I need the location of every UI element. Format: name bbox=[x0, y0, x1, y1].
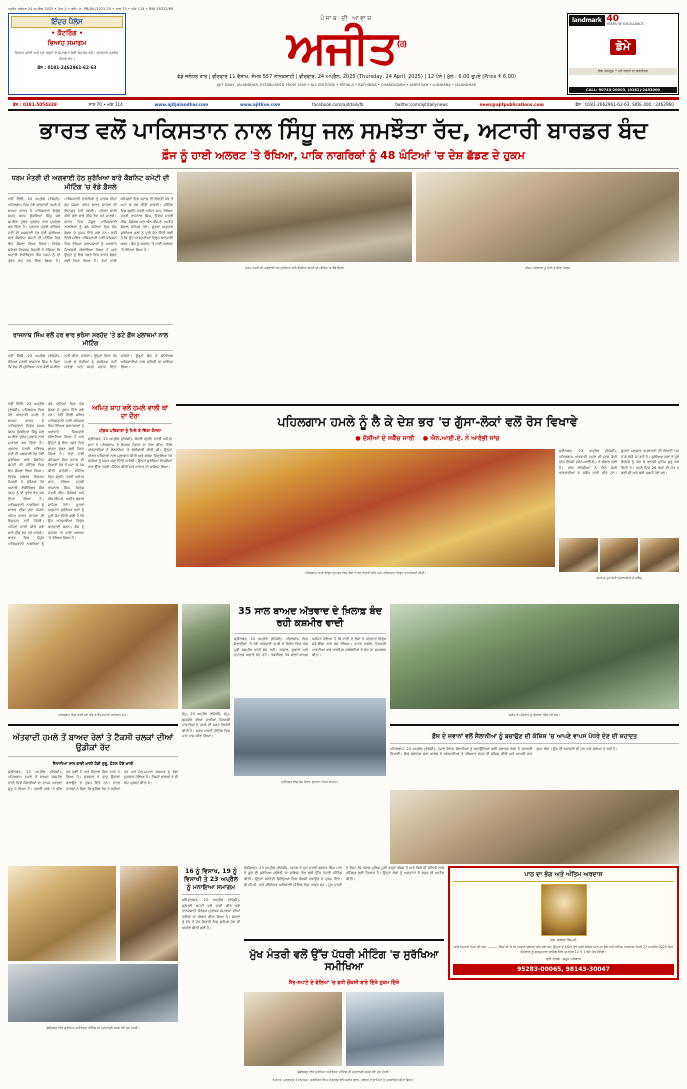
lead-subheadline: ਫ਼ੌਜ ਨੂੰ ਹਾਈ ਅਲਰਟ 'ਤੇ ਰੱਖਿਆ, ਪਾਕਿ ਨਾਗਰਿਕਾਂ ਨੂੰ 48 ਘੰਟਿਆਂ 'ਚ ਦੇਸ਼ ਛੱਡਣ ਦੇ ਹੁਕਮ bbox=[8, 148, 679, 169]
column-amitshah bbox=[88, 402, 172, 602]
religious-announcement-ad[interactable] bbox=[448, 866, 679, 981]
deceased-name: ਸ੍ਰ. ਗੁਰਦੇਵ ਸਿੰਘ ਜੀ bbox=[550, 937, 577, 942]
ad-header-row bbox=[569, 15, 677, 26]
column-army bbox=[390, 604, 679, 864]
advertiser-logo: landmark bbox=[569, 15, 605, 26]
srinagar-market-caption: ਸ੍ਰੀਨਗਰ ਵਿਚ ਬੰਦ ਦੌਰਾਨ ਸੁੰਨਸਾਨ ਪਿਆ ਬਾਜ਼ਾਰ। bbox=[281, 779, 339, 784]
masthead bbox=[8, 13, 679, 99]
masthead-editions: AJIT DAILY, JALANDHAR, ESTABLISHED FROM 1955 • ALL EDITIONS • PATIALA • BATHINDA • CHANDIGARH • AMRITSAR • LUDHIANA • JALANDHAR bbox=[216, 82, 477, 87]
ad-body-text: ਵਿਆਹ ਸ਼ਾਦੀ ਅਤੇ ਹਰ ਤਰ੍ਹਾਂ ਦੇ ਸਮਾਗਮਾਂ ਲਈ ਸੰਪਰਕ ਕਰੋ। ਸ਼ਾਨਦਾਰ ਪ੍ਰਬੰਧ, ਵਾਜਬ ਰੇਟ। bbox=[14, 51, 120, 61]
email-link[interactable]: news@ajitpublications.com bbox=[479, 102, 544, 107]
taxi-headline: ਅੱਤਵਾਦੀ ਹਮਲੇ ਤੋਂ ਬਾਅਦ ਰੇਲਾਂ ਤੇ ਟੈਕਸੀ ਚਲਕਾਂ ਦੀਆਂ ਉਡੀਕਾਂ ਰੱਦ bbox=[8, 731, 178, 757]
column-center-1 bbox=[177, 172, 412, 400]
webbar-phones: ਫ਼ੋਨ : 0181-2662961-62-63, SIDE 400 : 2462960 bbox=[575, 102, 674, 107]
masthead-right-ad[interactable] bbox=[567, 13, 679, 95]
protest-sub-right: ਐਨ.ਆਈ.ਏ. ਨੇ ਆਰੰਭੀ ਜਾਂਚ bbox=[430, 434, 500, 442]
divider-thick bbox=[244, 939, 444, 941]
women-photo-row bbox=[8, 866, 178, 961]
cm-meeting-photo-2 bbox=[346, 992, 444, 1066]
cm-dek: ਸੈਰ-ਸਪਾਟੇ ਦੇ ਵੇਲਿਆਂ 'ਚ ਵਧੀ ਚੌਕਸੀ ਬਾਰੇ ਦਿੱਤੇ ਹੁਕਮ ਦਿੱਤੇ bbox=[288, 979, 400, 986]
rajnath-story-body: ਨਵੀਂ ਦਿੱਲੀ, 23 ਅਪ੍ਰੈਲ (ਏਜੰਸੀ)- ਰੱਖਿਆ ਮੰਤਰੀ ਰਾਜਨਾਥ ਸਿੰਘ ਨੇ ਕਿਹਾ ਕਿ ਦੇਸ਼ ਦੀ ਸੁਰੱਖਿਆ ਨਾਲ ਕੋਈ ਸਮਝੌਤਾ ਨਹੀਂ ਕੀਤਾ ਜਾਵੇਗਾ। ਉਨ੍ਹਾਂ ਕਿਹਾ ਕਿ ਹਮਲੇ ਦੇ ਦੋਸ਼ੀਆਂ ਨੂੰ ਬਖ਼ਸ਼ਿਆ ਨਹੀਂ ਜਾਵੇਗਾ ਅਤੇ ਸਖ਼ਤ ਜਵਾਬ ਦਿੱਤਾ ਜਾਵੇਗਾ। ਉਨ੍ਹਾਂ ਫ਼ੌਜ ਦੇ ਸੀਨੀਅਰ ਅਧਿਕਾਰੀਆਂ ਨਾਲ ਸਥਿਤੀ ਦਾ ਜਾਇਜ਼ਾ ਲਿਆ। bbox=[8, 353, 173, 370]
ad-years-count bbox=[607, 15, 644, 26]
soldier-patrol-photo bbox=[182, 604, 230, 709]
srinagar-closed-market-photo bbox=[234, 698, 386, 776]
nia-col bbox=[559, 449, 679, 582]
webbar-volume: ਸਾਲ 70 • ਅੰਕ 114 bbox=[88, 102, 123, 107]
ad-contact-phone: CALL: 90743-20003, (0181)-2451000 bbox=[569, 87, 677, 93]
pahalgam-horses-caption: ਪਹਿਲਗਾਮ ਵਿਚ ਖ਼ਾਲੀ ਪਏ ਘੋੜੇ ਤੇ ਸੈਰ-ਸਪਾਟਾ ਕਾਰੋਬਾਰ ਠੱਪ। bbox=[58, 712, 128, 717]
taxi-body: ਸ੍ਰੀਨਗਰ, 23 ਅਪ੍ਰੈਲ (ਏਜੰਸੀ)- ਪਹਿਲਗਾਮ ਹਮਲੇ ਤੋਂ ਬਾਅਦ ਕਸ਼ਮੀਰ ਵਾਦੀ ਵਿਚੋਂ ਸੈਲਾਨੀਆਂ ਦਾ ਵਾਪਸ ਪਰਤਣਾ ਸ਼ੁਰੂ ਹੋ ਗਿਆ ਹੈ। ਹਵਾਈ ਅੱਡੇ 'ਤੇ ਭੀੜ ਵਧ ਗਈ ਹੈ ਅਤੇ ਕਿਰਾਏ ਵਿਚ ਵਾਧਾ ਹੋ ਗਿਆ ਹੈ। ਸਰਕਾਰ ਨੇ ਵਾਧੂ ਉਡਾਣਾਂ ਚਲਾਉਣ ਦੇ ਹੁਕਮ ਦਿੱਤੇ ਹਨ। ਹੋਟਲ ਮਾਲਕਾਂ ਨੇ ਕਿਹਾ ਕਿ ਬੁਕਿੰਗ ਰੱਦ ਹੋ ਰਹੀਆਂ ਹਨ ਅਤੇ ਸੈਰ-ਸਪਾਟਾ ਸਨਅਤ ਨੂੰ ਵੱਡਾ ਨੁਕਸਾਨ ਹੋਇਆ ਹੈ। ਟੈਕਸੀ ਚਾਲਕਾਂ ਨੇ ਵੀ ਰੋਸ ਪ੍ਰਗਟ ਕੀਤਾ ਹੈ। bbox=[8, 769, 178, 791]
content-row-1 bbox=[8, 172, 679, 400]
rajnath-story-headline: ਰਾਜਨਾਥ ਸਿੰਘ ਵਲੋਂ ਹਰ ਵਾਰ ਭਰੋਸਾ ਸਰਹੱਦ 'ਤੇ ਡਟੇ ਫ਼ੌਜ ਮੁਲਾਜ਼ਮਾਂ ਨਾਲ ਮੀਟਿੰਗ bbox=[8, 330, 173, 351]
cabinet-story-body: ਨਵੀਂ ਦਿੱਲੀ, 23 ਅਪ੍ਰੈਲ (ਏਜੰਸੀ)- ਪਹਿਲਗਾਮ ਵਿਚ ਹੋਏ ਅੱਤਵਾਦੀ ਹਮਲੇ ਤੋਂ ਬਾਅਦ ਭਾਰਤ ਨੇ ਪਾਕਿਸਤਾਨ ਵਿਰੁੱਧ ਸਖ਼ਤ ਕਦਮ ਚੁੱਕਦਿਆਂ ਸਿੰਧੂ ਜਲ ਸਮਝੌਤਾ ਤੁਰੰਤ ਪ੍ਰਭਾਵ ਨਾਲ ਮੁਅੱਤਲ ਕਰ ਦਿੱਤਾ ਹੈ। ਪ੍ਰਧਾਨ ਮੰਤਰੀ ਨਰਿੰਦਰ ਮੋਦੀ ਦੀ ਅਗਵਾਈ ਹੇਠ ਹੋਈ ਸੁਰੱਖਿਆ ਬਾਰੇ ਕੈਬਨਿਟ ਕਮੇਟੀ ਦੀ ਮੀਟਿੰਗ ਵਿਚ ਇਹ ਫ਼ੈਸਲਾ ਲਿਆ ਗਿਆ। ਵਿਦੇਸ਼ ਸਕੱਤਰ ਵਿਕਰਮ ਮਿਸਰੀ ਨੇ ਦੱਸਿਆ ਕਿ ਅਟਾਰੀ ਏਕੀਕ੍ਰਿਤ ਚੈੱਕ ਪੋਸਟ ਨੂੰ ਵੀ ਤੁਰੰਤ ਬੰਦ ਕਰ ਦਿੱਤਾ ਗਿਆ ਹੈ। ਪਾਕਿਸਤਾਨੀ ਨਾਗਰਿਕਾਂ ਨੂੰ ਸਾਰਕ ਵੀਜ਼ਾ ਛੋਟ ਯੋਜਨਾ ਤਹਿਤ ਭਾਰਤ ਯਾਤਰਾ ਦੀ ਇਜਾਜ਼ਤ ਨਹੀਂ ਹੋਵੇਗੀ। ਪਹਿਲਾਂ ਜਾਰੀ ਕੀਤੇ ਗਏ ਸਾਰੇ ਵੀਜ਼ੇ ਰੱਦ ਮੰਨੇ ਜਾਣਗੇ। ਭਾਰਤ ਵਿਚ ਮੌਜੂਦ ਪਾਕਿਸਤਾਨੀ ਨਾਗਰਿਕਾਂ ਨੂੰ 48 ਘੰਟਿਆਂ ਵਿਚ ਦੇਸ਼ ਛੱਡਣ ਦੇ ਹੁਕਮ ਦਿੱਤੇ ਗਏ ਹਨ। ਨਵੀਂ ਦਿੱਲੀ ਸਥਿਤ ਪਾਕਿਸਤਾਨੀ ਹਾਈ ਕਮਿਸ਼ਨ ਵਿਚ ਰੱਖਿਆ ਸਲਾਹਕਾਰਾਂ ਨੂੰ ਅਣਚਾਹੇ ਵਿਅਕਤੀ ਐਲਾਨਿਆ ਗਿਆ ਹੈ ਅਤੇ ਉਨ੍ਹਾਂ ਨੂੰ ਇਕ ਹਫ਼ਤੇ ਵਿਚ ਭਾਰਤ ਛੱਡਣ ਲਈ ਕਿਹਾ ਗਿਆ ਹੈ। ਦੋਵਾਂ ਹਾਈ ਕਮਿਸ਼ਨਾਂ ਵਿਚ ਸਟਾਫ਼ ਦੀ ਗਿਣਤੀ 55 ਤੋਂ ਘਟਾ ਕੇ 30 ਕੀਤੀ ਜਾਵੇਗੀ। ਮੀਟਿੰਗ ਵਿਚ ਗ੍ਰਹਿ ਮੰਤਰੀ ਅਮਿਤ ਸ਼ਾਹ, ਰੱਖਿਆ ਮੰਤਰੀ ਰਾਜਨਾਥ ਸਿੰਘ, ਵਿਦੇਸ਼ ਮੰਤਰੀ ਐੱਸ. ਜੈਸ਼ੰਕਰ ਅਤੇ ਐੱਨ.ਐੱਸ.ਏ. ਅਜੀਤ ਡੋਭਾਲ ਸ਼ਾਮਿਲ ਹੋਏ। ਸੂਤਰਾਂ ਅਨੁਸਾਰ ਸੁਰੱਖਿਆ ਬਲਾਂ ਨੂੰ ਪੂਰੀ ਛੋਟ ਦਿੱਤੀ ਗਈ ਹੈ ਕਿ ਉਹ ਅੱਤਵਾਦੀਆਂ ਵਿਰੁੱਧ ਕਾਰਵਾਈ ਕਰਨ। ਫ਼ੌਜ ਨੂੰ ਸਰਹੱਦ 'ਤੇ ਹਾਈ ਅਲਰਟ 'ਤੇ ਰੱਖਿਆ ਗਿਆ ਹੈ। bbox=[8, 197, 173, 263]
column-left-4 bbox=[8, 866, 178, 1076]
amitshah-headline: ਅਮਿਤ ਸ਼ਾਹ ਵਲੋਂ ਹਮਲੇ ਵਾਲੀ ਥਾਂ ਦਾ ਦੌਰਾ bbox=[88, 402, 172, 424]
women-event-photo-1 bbox=[8, 866, 116, 961]
cm-photo-row bbox=[244, 992, 444, 1066]
ad-years-caption: YEARS OF EXCELLENCE bbox=[606, 22, 644, 27]
masthead-title-text: ਅਜੀਤ bbox=[286, 20, 397, 74]
religious-ad-body: ਸਾਡੇ ਪਿਆਰੇ ਪਿਤਾ ਜੀ ਸ੍ਰ. ——— ਸਿੰਘ ਜੀ ਜੋ ਕਿ ਅਕਾਲ ਚਲਾਣਾ ਕਰ ਗਏ ਹਨ, ਉਨ੍ਹਾਂ ਦੇ ਨਮਿੱਤ ਰੱਖੇ ਸ੍ਰੀ ਸਹਿਜ ਪਾਠ ਦਾ ਭੋਗ ਅਤੇ ਅੰਤਿਮ ਅਰਦਾਸ ਮਿਤੀ 27 ਅਪ੍ਰੈਲ 2025 ਦਿਨ ਐਤਵਾਰ ਨੂੰ ਗੁਰਦੁਆਰਾ ਸਾਹਿਬ ਵਿਖੇ ਦੁਪਹਿਰ 12 ਤੋਂ 1 ਵਜੇ ਤੱਕ ਹੋਵੇਗੀ। bbox=[453, 944, 674, 954]
protest-block bbox=[176, 402, 679, 602]
divider bbox=[8, 324, 173, 325]
masthead-dateline: ਵੱਡੇ ਜਲੰਧਰ ਤਾਰ | ਵੀਰਵਾਰ 11 ਵੈਸਾਖ, ਸੰਮਤ 557 ਨਾਨਕਸ਼ਾਹੀ | ਵੀਰਵਾਰ, 24 ਅਪ੍ਰੈਲ, 2025 (Thursday, 24 April, 2025) | 12 ਪੰਨੇ | ਮੁੱਲ : 6.00 ਰੁਪਏ (Price ₹ 6.00) bbox=[177, 74, 516, 80]
column-taxi bbox=[8, 604, 178, 864]
cm-meeting-caption: ਚੰਡੀਗੜ੍ਹ ਵਿਖੇ ਸੁਰੱਖਿਆ ਸਮੀਖਿਆ ਮੀਟਿੰਗ ਦੀ ਪ੍ਰਧਾਨਗੀ ਕਰਦੇ ਹੋਏ ਮੁੱਖ ਮੰਤਰੀ। bbox=[297, 1069, 391, 1074]
column-left-1 bbox=[8, 172, 173, 400]
cabinet-meeting-photo bbox=[177, 172, 412, 262]
religious-ad-phone[interactable]: 95283-00065, 98143-30047 bbox=[453, 964, 674, 975]
lead-headline: ਭਾਰਤ ਵਲੋਂ ਪਾਕਿਸਤਾਨ ਨਾਲ ਸਿੰਧੂ ਜਲ ਸਮਝੌਤਾ ਰੱਦ, ਅਟਾਰੀ ਬਾਰਡਰ ਬੰਦ bbox=[39, 118, 648, 144]
content-row-4 bbox=[8, 866, 679, 1076]
suspect-sketch-2 bbox=[600, 538, 639, 572]
religious-ad-title: ਪਾਠ ਦਾ ਭੋਗ ਅਤੇ ਅੰਤਿਮ ਅਰਦਾਸ bbox=[453, 871, 674, 882]
ad-phone-text: ਫ਼ੋਨ : 0181-2462961-62-63 bbox=[37, 64, 97, 70]
bullet-icon: ● bbox=[355, 434, 361, 442]
protest-subheads bbox=[176, 434, 679, 446]
amitshah-dek: ਪੀੜਤ ਪਰਿਵਾਰਾਂ ਨੂੰ ਮਿਲੇ ਤੇ ਦਿੱਤਾ ਹੌਸਲਾ bbox=[98, 427, 162, 433]
masthead-tagline: ਪੰਜਾਬ ਦੀ ਆਵਾਜ਼ bbox=[320, 15, 373, 22]
content-row-2 bbox=[8, 402, 679, 602]
cabinet-meeting-caption: ਧਰਮ ਮੰਤਰੀ ਦੀ ਅਗਵਾਈ ਹੇਠ ਸੁਰੱਖਿਆ ਬਾਰੇ ਕੈਬਨਿਟ ਕਮੇਟੀ ਦੀ ਮੀਟਿੰਗ 'ਚ ਵੱਡੇ ਫ਼ੈਸਲੇ bbox=[245, 266, 344, 271]
deceased-portrait bbox=[541, 884, 587, 936]
taxi-dek: ਸੈਲਾਨੀਆਂ ਨਾਲ ਵਾਦੀ ਖ਼ਾਲੀ ਹੋਣੀ ਸ਼ੁਰੂ, ਹੋਟਲ ਹੋਏ ਖ਼ਾਲੀ bbox=[52, 760, 134, 766]
army-photo-caption: ਸ਼ਹੀਦ ਦੇ ਪਰਿਵਾਰ ਨੂੰ ਦਿਲਾਸਾ ਦਿੰਦੇ ਹੋਏ ਲੋਕ। bbox=[508, 712, 561, 717]
column-soldier-photo bbox=[182, 604, 230, 864]
page-footer: ਪ੍ਰਿੰਟਰ, ਪ੍ਰਕਾਸ਼ਕ ਤੇ ਸੰਪਾਦਕ : ਬਰਜਿੰਦਰ ਸਿੰਘ ਹਮਦਰਦ ਵਲੋਂ ਅਜੀਤ ਭਵਨ, ਜਲੰਧਰ ਤੋਂ ਛਾਪਿਆ ਤੇ ਪ੍ਰਕਾਸ਼ਿਤ ਕੀਤਾ ਗਿਆ। bbox=[272, 1077, 415, 1082]
masthead-title-sup: (ਰ) bbox=[396, 39, 407, 49]
ad-banner-label: ਇੰਦਰ ਪੈਲੇਸ bbox=[11, 16, 123, 28]
cabinet-story-continued: ਨਵੀਂ ਦਿੱਲੀ, 23 ਅਪ੍ਰੈਲ (ਏਜੰਸੀ)- ਪਹਿਲਗਾਮ ਵਿਚ ਹੋਏ ਅੱਤਵਾਦੀ ਹਮਲੇ ਤੋਂ ਬਾਅਦ ਭਾਰਤ ਨੇ ਪਾਕਿਸਤਾਨ ਵਿਰੁੱਧ ਸਖ਼ਤ ਕਦਮ ਚੁੱਕਦਿਆਂ ਸਿੰਧੂ ਜਲ ਸਮਝੌਤਾ ਤੁਰੰਤ ਪ੍ਰਭਾਵ ਨਾਲ ਮੁਅੱਤਲ ਕਰ ਦਿੱਤਾ ਹੈ। ਪ੍ਰਧਾਨ ਮੰਤਰੀ ਨਰਿੰਦਰ ਮੋਦੀ ਦੀ ਅਗਵਾਈ ਹੇਠ ਹੋਈ ਸੁਰੱਖਿਆ ਬਾਰੇ ਕੈਬਨਿਟ ਕਮੇਟੀ ਦੀ ਮੀਟਿੰਗ ਵਿਚ ਇਹ ਫ਼ੈਸਲਾ ਲਿਆ ਗਿਆ। ਵਿਦੇਸ਼ ਸਕੱਤਰ ਵਿਕਰਮ ਮਿਸਰੀ ਨੇ ਦੱਸਿਆ ਕਿ ਅਟਾਰੀ ਏਕੀਕ੍ਰਿਤ ਚੈੱਕ ਪੋਸਟ ਨੂੰ ਵੀ ਤੁਰੰਤ ਬੰਦ ਕਰ ਦਿੱਤਾ ਗਿਆ ਹੈ। ਪਾਕਿਸਤਾਨੀ ਨਾਗਰਿਕਾਂ ਨੂੰ ਸਾਰਕ ਵੀਜ਼ਾ ਛੋਟ ਯੋਜਨਾ ਤਹਿਤ ਭਾਰਤ ਯਾਤਰਾ ਦੀ ਇਜਾਜ਼ਤ ਨਹੀਂ ਹੋਵੇਗੀ। ਪਹਿਲਾਂ ਜਾਰੀ ਕੀਤੇ ਗਏ ਸਾਰੇ ਵੀਜ਼ੇ ਰੱਦ ਮੰਨੇ ਜਾਣਗੇ। ਭਾਰਤ ਵਿਚ ਮੌਜੂਦ ਪਾਕਿਸਤਾਨੀ ਨਾਗਰਿਕਾਂ ਨੂੰ 48 ਘੰਟਿਆਂ ਵਿਚ ਦੇਸ਼ ਛੱਡਣ ਦੇ ਹੁਕਮ ਦਿੱਤੇ ਗਏ ਹਨ। ਨਵੀਂ ਦਿੱਲੀ ਸਥਿਤ ਪਾਕਿਸਤਾਨੀ ਹਾਈ ਕਮਿਸ਼ਨ ਵਿਚ ਰੱਖਿਆ ਸਲਾਹਕਾਰਾਂ ਨੂੰ ਅਣਚਾਹੇ ਵਿਅਕਤੀ ਐਲਾਨਿਆ ਗਿਆ ਹੈ ਅਤੇ ਉਨ੍ਹਾਂ ਨੂੰ ਇਕ ਹਫ਼ਤੇ ਵਿਚ ਭਾਰਤ ਛੱਡਣ ਲਈ ਕਿਹਾ ਗਿਆ ਹੈ। ਦੋਵਾਂ ਹਾਈ ਕਮਿਸ਼ਨਾਂ ਵਿਚ ਸਟਾਫ਼ ਦੀ ਗਿਣਤੀ 55 ਤੋਂ ਘਟਾ ਕੇ 30 ਕੀਤੀ ਜਾਵੇਗੀ। ਮੀਟਿੰਗ ਵਿਚ ਗ੍ਰਹਿ ਮੰਤਰੀ ਅਮਿਤ ਸ਼ਾਹ, ਰੱਖਿਆ ਮੰਤਰੀ ਰਾਜਨਾਥ ਸਿੰਘ, ਵਿਦੇਸ਼ ਮੰਤਰੀ ਐੱਸ. ਜੈਸ਼ੰਕਰ ਅਤੇ ਐੱਨ.ਐੱਸ.ਏ. ਅਜੀਤ ਡੋਭਾਲ ਸ਼ਾਮਿਲ ਹੋਏ। ਸੂਤਰਾਂ ਅਨੁਸਾਰ ਸੁਰੱਖਿਆ ਬਲਾਂ ਨੂੰ ਪੂਰੀ ਛੋਟ ਦਿੱਤੀ ਗਈ ਹੈ ਕਿ ਉਹ ਅੱਤਵਾਦੀਆਂ ਵਿਰੁੱਧ ਕਾਰਵਾਈ ਕਰਨ। ਫ਼ੌਜ ਨੂੰ ਸਰਹੱਦ 'ਤੇ ਹਾਈ ਅਲਰਟ 'ਤੇ ਰੱਖਿਆ ਗਿਆ ਹੈ। bbox=[8, 401, 84, 546]
divider-thick bbox=[390, 724, 679, 726]
ad-tagline: ਵੱਡਾ ਸ਼ੋਅਰੂਮ • ਹਰ ਤਰ੍ਹਾਂ ਦਾ ਫ਼ਰਨੀਚਰ bbox=[569, 68, 677, 74]
column-35years bbox=[234, 604, 386, 864]
column-left-2 bbox=[8, 402, 84, 602]
column-right-1 bbox=[416, 172, 679, 400]
protest-photo-col bbox=[176, 449, 555, 582]
column-cm bbox=[244, 866, 444, 1076]
cm-meeting-photo-1 bbox=[244, 992, 342, 1066]
amitshah-body: ਸ੍ਰੀਨਗਰ, 23 ਅਪ੍ਰੈਲ (ਏਜੰਸੀ)- ਕੇਂਦਰੀ ਗ੍ਰਹਿ ਮੰਤਰੀ ਅਮਿਤ ਸ਼ਾਹ ਨੇ ਪਹਿਲਗਾਮ ਦੇ ਬੈਸਰਨ ਮੈਦਾਨ ਦਾ ਦੌਰਾ ਕੀਤਾ, ਜਿੱਥੇ ਅੱਤਵਾਦੀਆਂ ਨੇ ਸੈਲਾਨੀਆਂ 'ਤੇ ਗੋਲੀਬਾਰੀ ਕੀਤੀ ਸੀ। ਉਨ੍ਹਾਂ ਪੀੜਤ ਪਰਿਵਾਰਾਂ ਨਾਲ ਮੁਲਾਕਾਤ ਕੀਤੀ ਅਤੇ ਭਰੋਸਾ ਦਿਵਾਇਆ ਕਿ ਦੋਸ਼ੀਆਂ ਨੂੰ ਸਖ਼ਤ ਸਜ਼ਾ ਦਿੱਤੀ ਜਾਵੇਗੀ। ਉਨ੍ਹਾਂ ਸੁਰੱਖਿਆ ਏਜੰਸੀਆਂ ਨਾਲ ਉੱਚ ਪੱਧਰੀ ਮੀਟਿੰਗ ਕੀਤੀ ਅਤੇ ਹਾਲਾਤ ਦਾ ਜਾਇਜ਼ਾ ਲਿਆ। bbox=[88, 437, 172, 469]
column-16apr bbox=[182, 866, 240, 1076]
divider-thick bbox=[8, 724, 178, 726]
twitter-link[interactable]: twitter.com/ajitdailynews bbox=[395, 102, 448, 107]
women-event-photo-3 bbox=[8, 964, 178, 1022]
bullet-icon: ● bbox=[422, 434, 429, 442]
calendar-story-headline: 16 ਨੂੰ ਵਿਸਾਖ, 19 ਨੂੰ ਵਿਸਾਖੀ ਤੇ 23 ਅਪ੍ਰੈਲ ਨੂੰ ਮਨਾਇਆ ਸਮਾਗਮ bbox=[182, 866, 240, 895]
divider-thick bbox=[176, 404, 679, 406]
calendar-story-body: ਅੰਮ੍ਰਿਤਸਰ, 23 ਅਪ੍ਰੈਲ (ਏਜੰਸੀ)- ਸ਼੍ਰੋਮਣੀ ਕਮੇਟੀ ਵਲੋਂ ਜਾਰੀ ਕੀਤੇ ਗਏ ਨਾਨਕਸ਼ਾਹੀ ਕੈਲੰਡਰ ਮੁਤਾਬਕ ਸਮਾਗਮਾਂ ਦੀਆਂ ਤਰੀਕਾਂ ਦਾ ਐਲਾਨ ਕੀਤਾ ਗਿਆ ਹੈ। ਸੰਗਤਾਂ ਨੂੰ ਵੱਧ ਤੋਂ ਵੱਧ ਗਿਣਤੀ ਵਿਚ ਸ਼ਾਮਿਲ ਹੋਣ ਦੀ ਅਪੀਲ ਕੀਤੀ ਗਈ ਹੈ। bbox=[182, 897, 240, 930]
kashmir-shutdown-body: ਸ੍ਰੀਨਗਰ, 23 ਅਪ੍ਰੈਲ (ਏਜੰਸੀ)- ਪਹਿਲਗਾਮ ਵਿਚ ਸੈਲਾਨੀਆਂ 'ਤੇ ਹੋਏ ਅੱਤਵਾਦੀ ਹਮਲੇ ਦੇ ਵਿਰੋਧ ਵਿਚ ਅੱਜ ਪੂਰੀ ਕਸ਼ਮੀਰ ਵਾਦੀ ਬੰਦ ਰਹੀ। ਬਾਜ਼ਾਰ, ਦੁਕਾਨਾਂ ਅਤੇ ਵਪਾਰਕ ਅਦਾਰੇ ਬੰਦ ਰਹੇ। ਤਕਰੀਬਨ 35 ਸਾਲਾਂ ਬਾਅਦ ਅਜਿਹਾ ਹੋਇਆ ਹੈ ਕਿ ਵਾਦੀ ਦੇ ਲੋਕਾਂ ਨੇ ਅੱਤਵਾਦ ਵਿਰੁੱਧ ਸਵੈ-ਇੱਛਾ ਨਾਲ ਬੰਦ ਰੱਖਿਆ। ਵਪਾਰ ਮੰਡਲਾਂ, ਸਿਆਸੀ ਪਾਰਟੀਆਂ ਅਤੇ ਧਾਰਮਿਕ ਜਥੇਬੰਦੀਆਂ ਨੇ ਬੰਦ ਦਾ ਸਮਰਥਨ ਕੀਤਾ। bbox=[234, 636, 386, 658]
protest-photo-caption: ਪਹਿਲਗਾਮ ਹਮਲੇ ਵਿਰੁੱਧ ਦੇਸ਼ ਭਰ ਵਿਚ ਲੋਕਾਂ ਨੇ ਰੋਸ ਵਿਖਾਵੇ ਕੀਤੇ ਅਤੇ ਪਾਕਿਸਤਾਨ ਵਿਰੁੱਧ ਨਾਅਰੇਬਾਜ਼ੀ ਕੀਤੀ। bbox=[304, 570, 427, 575]
cm-body-top: ਚੰਡੀਗੜ੍ਹ, 23 ਅਪ੍ਰੈਲ (ਏਜੰਸੀ)- ਪੰਜਾਬ ਦੇ ਮੁੱਖ ਮੰਤਰੀ ਭਗਵੰਤ ਸਿੰਘ ਮਾਨ ਨੇ ਸੂਬੇ ਦੀ ਸੁਰੱਖਿਆ ਸਥਿਤੀ ਦਾ ਜਾਇਜ਼ਾ ਲੈਣ ਲਈ ਉੱਚ ਪੱਧਰੀ ਮੀਟਿੰਗ ਕੀਤੀ। ਉਨ੍ਹਾਂ ਸਰਹੱਦੀ ਜ਼ਿਲ੍ਹਿਆਂ ਵਿਚ ਚੌਕਸੀ ਵਧਾਉਣ ਦੇ ਹੁਕਮ ਦਿੱਤੇ। ਡੀ.ਜੀ.ਪੀ. ਅਤੇ ਸੀਨੀਅਰ ਅਧਿਕਾਰੀ ਮੀਟਿੰਗ ਵਿਚ ਹਾਜ਼ਰ ਸਨ। ਮੁੱਖ ਮੰਤਰੀ ਨੇ ਕਿਹਾ ਕਿ ਪੰਜਾਬ ਪੁਲਿਸ ਪੂਰੀ ਤਰ੍ਹਾਂ ਚੌਕਸ ਹੈ ਅਤੇ ਕਿਸੇ ਵੀ ਸਥਿਤੀ ਨਾਲ ਨਜਿੱਠਣ ਲਈ ਤਿਆਰ ਹੈ। ਉਨ੍ਹਾਂ ਲੋਕਾਂ ਨੂੰ ਅਫ਼ਵਾਹਾਂ ਤੋਂ ਬਚਣ ਦੀ ਅਪੀਲ ਕੀਤੀ। bbox=[244, 865, 444, 887]
cm-headline: ਮੁੱਖ ਮੰਤਰੀ ਵਲੋਂ ਉੱਚ ਪੱਧਰੀ ਮੀਟਿੰਗ 'ਚ ਸੁਰੱਖਿਆ ਸਮੀਖਿਆ bbox=[249, 948, 439, 974]
suspect-sketch-caption: ਹਮਲੇ ਦੇ ਮੁੱਖ ਸ਼ੱਕੀ ਅੱਤਵਾਦੀਆਂ ਦੇ ਸਕੈੱਚ bbox=[596, 575, 642, 580]
website-link-primary[interactable]: www.ajitjalandhar.com bbox=[154, 102, 209, 107]
suspect-sketch-1 bbox=[559, 538, 598, 572]
family-consoling-photo bbox=[390, 790, 679, 864]
protest-inner-row bbox=[176, 449, 679, 582]
masthead-left-ad[interactable] bbox=[8, 13, 126, 95]
masthead-center bbox=[126, 13, 567, 95]
ad-brand-name: ਡੋਮੇ bbox=[610, 39, 636, 55]
web-contact-bar bbox=[8, 99, 679, 111]
ad-sub-label: • ਕੈਟਰਿੰਗ • bbox=[50, 29, 84, 38]
website-link-secondary[interactable]: www.ajitlive.com bbox=[239, 102, 281, 107]
protest-banner-headline: ਪਹਿਲਗਾਮ ਹਮਲੇ ਨੂੰ ਲੈ ਕੇ ਦੇਸ਼ ਭਰ 'ਚ ਗੁੱਸਾ-ਲੋਕਾਂ ਵਲੋਂ ਰੋਸ ਵਿਖਾਵੇ bbox=[277, 413, 578, 429]
women-event-caption: ਚੰਡੀਗੜ੍ਹ ਵਿਖੇ ਸੁਰੱਖਿਆ ਸਮੀਖਿਆ ਮੀਟਿੰਗ ਦੀ ਪ੍ਰਧਾਨਗੀ ਕਰਦੇ ਹੋਏ ਮੁੱਖ ਮੰਤਰੀ। bbox=[46, 1025, 140, 1030]
soldier-body: ਜੰਮੂ, 23 ਅਪ੍ਰੈਲ (ਏਜੰਸੀ)- ਜੰਮੂ-ਕਸ਼ਮੀਰ ਦੀਆਂ ਸਾਰੀਆਂ ਸਿਆਸੀ ਪਾਰਟੀਆਂ ਨੇ ਹਮਲੇ ਦੀ ਸਖ਼ਤ ਨਿਖੇਧੀ ਕੀਤੀ ਹੈ। ਸਰਬ ਪਾਰਟੀ ਮੀਟਿੰਗ ਵਿਚ ਮਤਾ ਪਾਸ ਕੀਤਾ ਗਿਆ। bbox=[182, 711, 230, 739]
pahalgam-horses-photo bbox=[8, 604, 178, 709]
webbar-left-phone: ਫ਼ੋਨ : 0181-5054328 bbox=[13, 102, 57, 107]
amit-shah-visit-photo bbox=[416, 172, 679, 262]
ad-subtitle-label: ਵਿਆਹ ਸਮਾਗਮ bbox=[47, 39, 87, 48]
protest-sub-left: ਦੋਸ਼ੀਆਂ ਦੇ ਸਕੈੱਚ ਜਾਰੀ bbox=[362, 434, 415, 442]
army-headline: ਫ਼ੌਜ ਦੇ ਜਵਾਨਾਂ ਵਲੋਂ ਸੈਲਾਨੀਆਂ ਨੂੰ ਬਚਾਉਣ ਦੀ ਕੋਸ਼ਿਸ਼ 'ਚ ਆਪਣੇ ਵਾਪਸ ਪੱਧਰੇ ਦੇਣ ਦੀ ਸ਼ਹਾਦਤ bbox=[390, 731, 679, 744]
facebook-link[interactable]: facebook.com/ajitdailyfb bbox=[312, 102, 364, 107]
religious-ad-family: ਦੁਖੀ ਹਿਰਦੇ : ਸਮੂਹ ਪਰਿਵਾਰ bbox=[546, 956, 581, 961]
kashmir-shutdown-headline: 35 ਸਾਲ ਬਾਅਦ ਅੱਤਵਾਦ ਦੇ ਖ਼ਿਲਾਫ਼ ਬੰਦ ਰਹੀ ਕਸ਼ਮੀਰ ਵਾਦੀ bbox=[234, 604, 386, 634]
nia-investigation-body: ਸ੍ਰੀਨਗਰ, 23 ਅਪ੍ਰੈਲ (ਏਜੰਸੀ)- ਪਹਿਲਗਾਮ ਅੱਤਵਾਦੀ ਹਮਲੇ ਦੀ ਜਾਂਚ ਕੌਮੀ ਜਾਂਚ ਏਜੰਸੀ (ਐਨ.ਆਈ.ਏ.) ਨੇ ਸੰਭਾਲ ਲਈ ਹੈ। ਜਾਂਚ ਏਜੰਸੀਆਂ ਨੇ ਤਿੰਨ ਸ਼ੱਕੀ ਅੱਤਵਾਦੀਆਂ ਦੇ ਸਕੈੱਚ ਜਾਰੀ ਕੀਤੇ ਹਨ। ਸੂਤਰਾਂ ਅਨੁਸਾਰ ਹਮਲਾਵਰਾਂ ਦੀ ਗਿਣਤੀ ਪੰਜ ਤੋਂ ਛੇ ਦੱਸੀ ਜਾ ਰਹੀ ਹੈ। ਸੁਰੱਖਿਆ ਬਲਾਂ ਨੇ ਪੂਰੇ ਇਲਾਕੇ ਨੂੰ ਘੇਰ ਕੇ ਤਲਾਸ਼ੀ ਮੁਹਿੰਮ ਸ਼ੁਰੂ ਕਰ ਦਿੱਤੀ ਹੈ। ਹਮਲੇ ਵਿਚ 26 ਲੋਕਾਂ ਦੀ ਮੌਤ ਹੋ ਗਈ ਸੀ ਅਤੇ ਕਈ ਜ਼ਖ਼ਮੀ ਹੋਏ ਸਨ। bbox=[559, 448, 679, 476]
army-soldiers-photo bbox=[390, 604, 679, 709]
amit-shah-visit-caption: ਪੀੜਤ ਪਰਿਵਾਰਾਂ ਨੂੰ ਮਿਲੇ ਤੇ ਦਿੱਤਾ ਹੌਸਲਾ bbox=[524, 266, 571, 271]
ad-years-number: 40 bbox=[606, 14, 620, 25]
content-row-3 bbox=[8, 604, 679, 864]
masthead-title bbox=[132, 20, 561, 74]
ad-brand-row bbox=[569, 38, 677, 56]
women-event-photo-2 bbox=[120, 866, 178, 961]
army-body: ਪਹਿਲਗਾਮ, 23 ਅਪ੍ਰੈਲ (ਏਜੰਸੀ)- ਹਮਲੇ ਦੌਰਾਨ ਸੈਲਾਨੀਆਂ ਨੂੰ ਬਚਾਉਂਦਿਆਂ ਕਈ ਸਥਾਨਕ ਲੋਕਾਂ ਨੇ ਬਹਾਦਰੀ ਦਿਖਾਈ। ਇਕ ਸਥਾਨਕ ਘੋੜਾ ਚਾਲਕ ਨੇ ਅੱਤਵਾਦੀਆਂ ਤੋਂ ਹਥਿਆਰ ਖੋਹਣ ਦੀ ਕੋਸ਼ਿਸ਼ ਕੀਤੀ ਅਤੇ ਆਪਣੀ ਜਾਨ ਗੁਆ ਬੈਠਾ। ਉਸ ਦੀ ਬਹਾਦਰੀ ਦੀ ਹਰ ਪਾਸੇ ਸ਼ਲਾਘਾ ਹੋ ਰਹੀ ਹੈ। bbox=[390, 746, 618, 757]
suspect-sketch-3 bbox=[640, 538, 679, 572]
column-right-4 bbox=[448, 866, 679, 1076]
suspect-sketch-row bbox=[559, 538, 679, 572]
cabinet-story-headline: ਧਰਮ ਮੰਤਰੀ ਦੀ ਅਗਵਾਈ ਹੇਠ ਸੁਰੱਖਿਆ ਬਾਰੇ ਕੈਬਨਿਟ ਕਮੇਟੀ ਦੀ ਮੀਟਿੰਗ 'ਚ ਵੱਡੇ ਫ਼ੈਸਲੇ bbox=[8, 172, 173, 194]
protest-demonstration-photo bbox=[176, 449, 555, 567]
registration-strip: ਅਜੀਤ ਜਲੰਧਰ 24 ਅਪ੍ਰੈਲ 2025 • ਪੰਨਾ 1 • ਰਜਿ: ਨੰ: PB/JAL/2023-25 • ਸਾਲ 70 • ਅੰਕ 114 • RNI 18322/69 bbox=[8, 7, 174, 11]
